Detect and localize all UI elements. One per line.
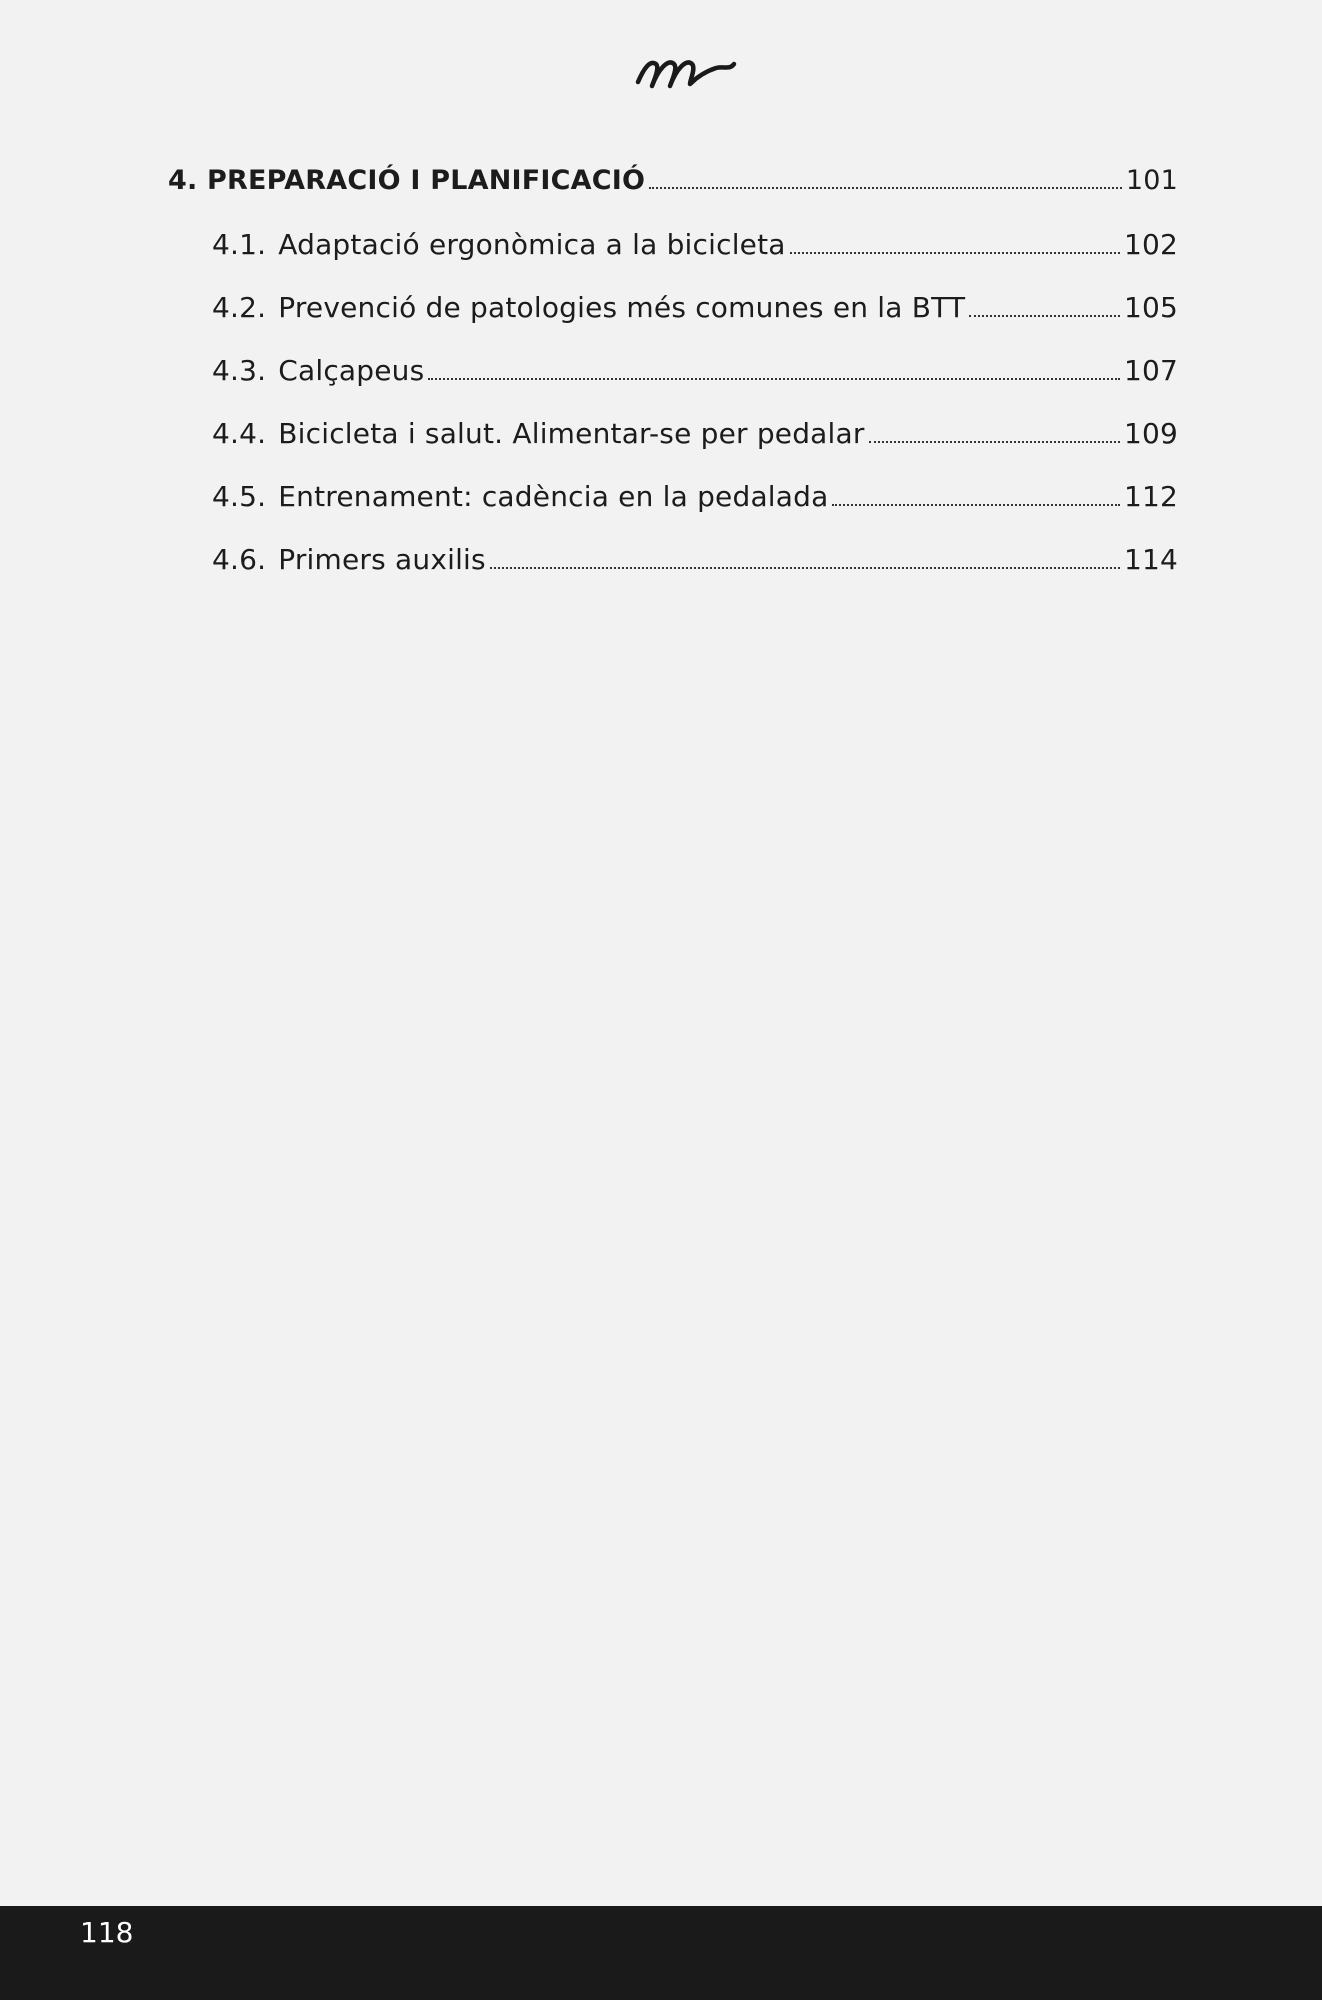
section-number: 4.3. [212, 354, 267, 387]
leader-dots [869, 440, 1120, 443]
section-page-number: 102 [1123, 228, 1178, 261]
section-title: Bicicleta i salut. Alimentar-se per pedalar [278, 417, 865, 450]
toc-section-entry[interactable] [212, 543, 1178, 576]
toc-section-entry[interactable] [212, 480, 1178, 513]
section-title: Primers auxilis [278, 543, 486, 576]
section-page-number: 112 [1123, 480, 1178, 513]
section-number: 4.6. [212, 543, 267, 576]
section-number: 4.4. [212, 417, 267, 450]
footer-bar [0, 1906, 1322, 2000]
leader-dots [969, 314, 1120, 317]
section-title: Adaptació ergonòmica a la bicicleta [278, 228, 786, 261]
toc-section-entry[interactable] [212, 291, 1178, 324]
section-title: Calçapeus [278, 354, 425, 387]
page-number: 118 [80, 1916, 134, 1949]
leader-dots [832, 503, 1119, 506]
leader-dots [790, 251, 1120, 254]
section-number: 4.1. [212, 228, 267, 261]
chapter-title: 4. PREPARACIÓ I PLANIFICACIÓ [168, 165, 646, 196]
chapter-page-number: 101 [1125, 165, 1178, 196]
leader-dots [490, 566, 1120, 569]
toc-section-entry[interactable] [212, 417, 1178, 450]
toc-chapter-entry[interactable] [168, 165, 1178, 196]
section-title: Entrenament: cadència en la pedalada [278, 480, 829, 513]
section-page-number: 109 [1123, 417, 1178, 450]
section-page-number: 107 [1123, 354, 1178, 387]
leader-dots [649, 186, 1122, 189]
toc-section-entry[interactable] [212, 228, 1178, 261]
section-page-number: 114 [1123, 543, 1178, 576]
toc-section-entry[interactable] [212, 354, 1178, 387]
section-number: 4.5. [212, 480, 267, 513]
section-title: Prevenció de patologies més comunes en la BTT [278, 291, 966, 324]
section-number: 4.2. [212, 291, 267, 324]
section-page-number: 105 [1123, 291, 1178, 324]
m-script-icon [630, 30, 740, 100]
leader-dots [428, 377, 1120, 380]
